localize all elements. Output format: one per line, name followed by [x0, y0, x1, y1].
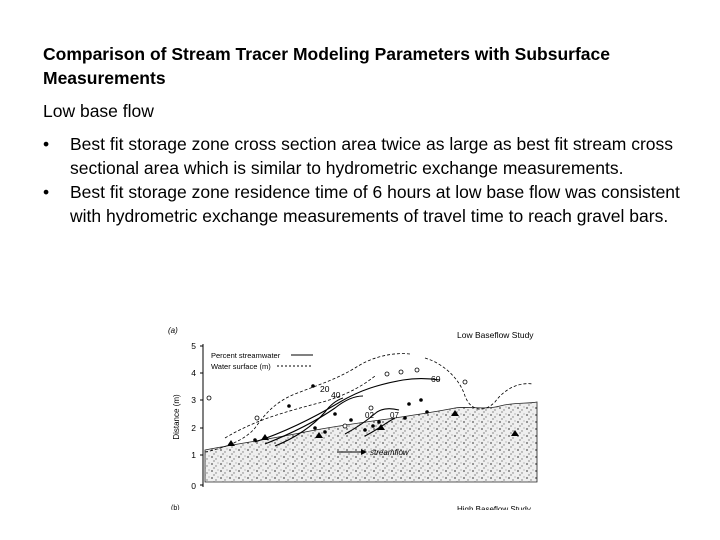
study-label: Low Baseflow Study	[457, 330, 534, 340]
bullet-list	[43, 132, 693, 228]
bullet-icon: •	[43, 182, 50, 202]
bullet-icon: •	[43, 134, 50, 154]
ytick-2: 2	[191, 423, 196, 433]
bullet-text: Best fit storage zone cross section area twice as large as best fit stream cross sectional area which is similar to hydrometric exchange measurements.	[70, 134, 674, 178]
panel-label: (a)	[168, 326, 178, 335]
ytick-3: 3	[191, 395, 196, 405]
panel-b-label: (b)	[171, 505, 180, 510]
slide-title: Comparison of Stream Tracer Modeling Parameters with Subsurface Measurements	[43, 44, 610, 88]
contour-label-07: 07	[390, 411, 399, 420]
ytick-0: 0	[191, 481, 196, 491]
figure-svg	[165, 322, 545, 510]
y-axis-label: Distance (m)	[172, 394, 181, 440]
ytick-1: 1	[191, 450, 196, 460]
hydrology-figure	[165, 322, 545, 510]
contour-label-40: 40	[331, 390, 341, 400]
legend-water: Water surface (m)	[211, 362, 271, 371]
contour-label-02: 02	[365, 411, 374, 420]
legend-percent: Percent streamwater	[211, 351, 281, 360]
contour-label-60: 60	[431, 374, 441, 384]
contour-label-20: 20	[320, 384, 330, 394]
bullet-item	[43, 180, 693, 228]
ytick-4: 4	[191, 368, 196, 378]
bullet-item	[43, 132, 693, 180]
streamflow-label: streamflow	[370, 448, 409, 457]
bullet-text: Best fit storage zone residence time of 6 hours at low base flow was consistent with hydrometric exchange measurements of travel time to reach gravel bars.	[70, 182, 680, 226]
high-baseflow-label: High Baseflow Study	[457, 505, 531, 510]
slide-subtitle: Low base flow	[43, 101, 154, 121]
water-contour-2	[425, 358, 533, 409]
ytick-5: 5	[191, 341, 196, 351]
